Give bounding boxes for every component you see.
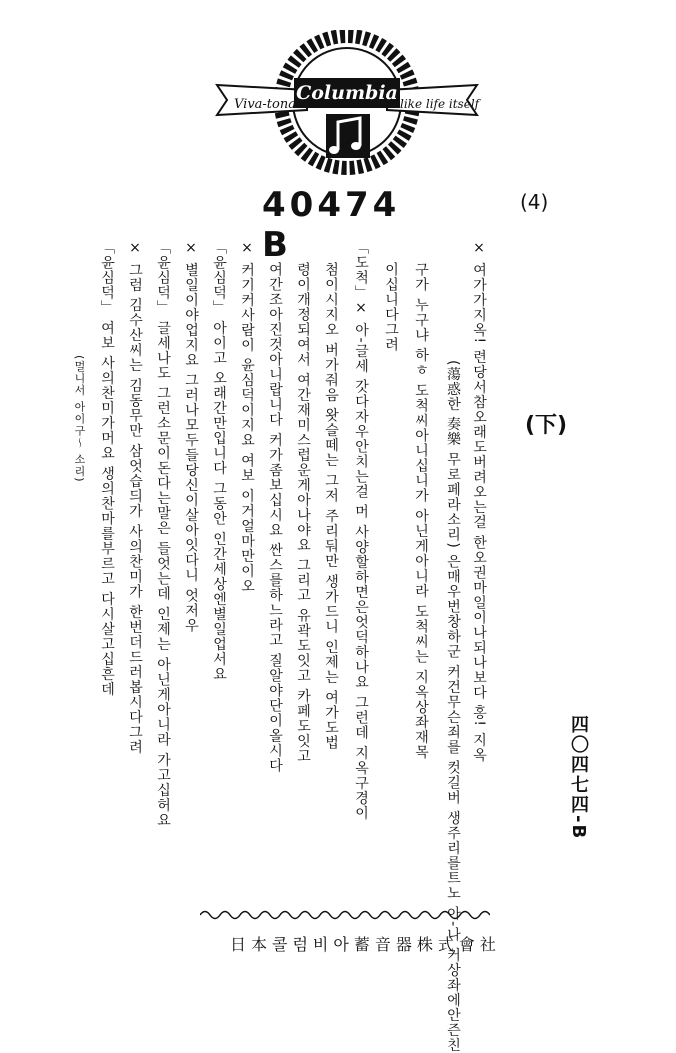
side-title: (下) [525, 413, 568, 438]
script-column: × 별일이야업지요 그러나모두들당신이살아잇다니 엇저우 [183, 240, 199, 634]
script-column: 령이개정되여서 여간재미스럽운게아나야요 그리고 유곽도잇고 카페도잇고 [295, 262, 311, 764]
banner-right-text: like life itself [400, 97, 480, 111]
catalog-number: 40474 B [262, 185, 401, 265]
script-column: 이십니다그려 [383, 262, 399, 352]
wavy-divider [200, 908, 490, 922]
script-column: × 커기커사람이 윤심덕이지요 여보 이거얼마만이오 [239, 240, 255, 594]
script-column: × 그럼 김수산씨는 김동무만 삼엇습듸가 사의찬미가 한번더드러봅시다그려 [127, 240, 143, 755]
script-column: 여간조아진것아니랍니다 커가좀보십시요 싼스를하느라고 질알야단이올시다 [267, 262, 283, 774]
brand-name: Columbia [296, 82, 398, 104]
script-column: 「윤심덕」 여보 사의찬미가머요 생의찬마를부르고 다시살고십흔데 [99, 240, 115, 697]
footer-company: 日本콜럼비아蓄音器株式會社 [230, 935, 501, 954]
script-column: 구가 누구냐 하ㅎ 도척씨아니십니가 아닌게아니라 도척씨는 지옥상좌재목 [413, 262, 429, 760]
page-number: (4) [520, 190, 549, 214]
script-column: 첨이시지오 버가줘음 왓슬떼는 그저 주리둬만 생가드니 인제는 여가도법 [323, 262, 339, 751]
script-column: 「도척」× 아-글세 갓다자우안치는걸 머 사양할하면은엇덕하나요 그런데 지옥구경이 [353, 240, 369, 821]
script-column: 「윤심덕」 아이고 오래간만입니다 그동안 인간세상엔별일업서요 [211, 240, 227, 682]
stage-direction: (멀니서 아이구～ 소리) [73, 355, 86, 483]
script-column: × 여가가지옥! 련당서참오래도버려오는걸 한오권마일이나되나보다 홍! 지옥 [471, 240, 487, 763]
script-column: (蕩惑한 奏樂 무로페라소리) 은매우번창하군 커건무슨죄를 컷길버 생주리를트노 아-나 커상좌에안즌친 [445, 360, 461, 1053]
script-column: 「윤심덕」 글세나도 그런소문이돈다는말은 들엇는데 인제는 아닌게아니라 가고십허요 [155, 240, 171, 828]
music-note-icon [326, 114, 370, 158]
columbia-logo [212, 30, 482, 175]
side-catalog-number: 四〇四七四-B [568, 715, 589, 841]
banner-left-text: Viva-tonal [234, 97, 301, 112]
